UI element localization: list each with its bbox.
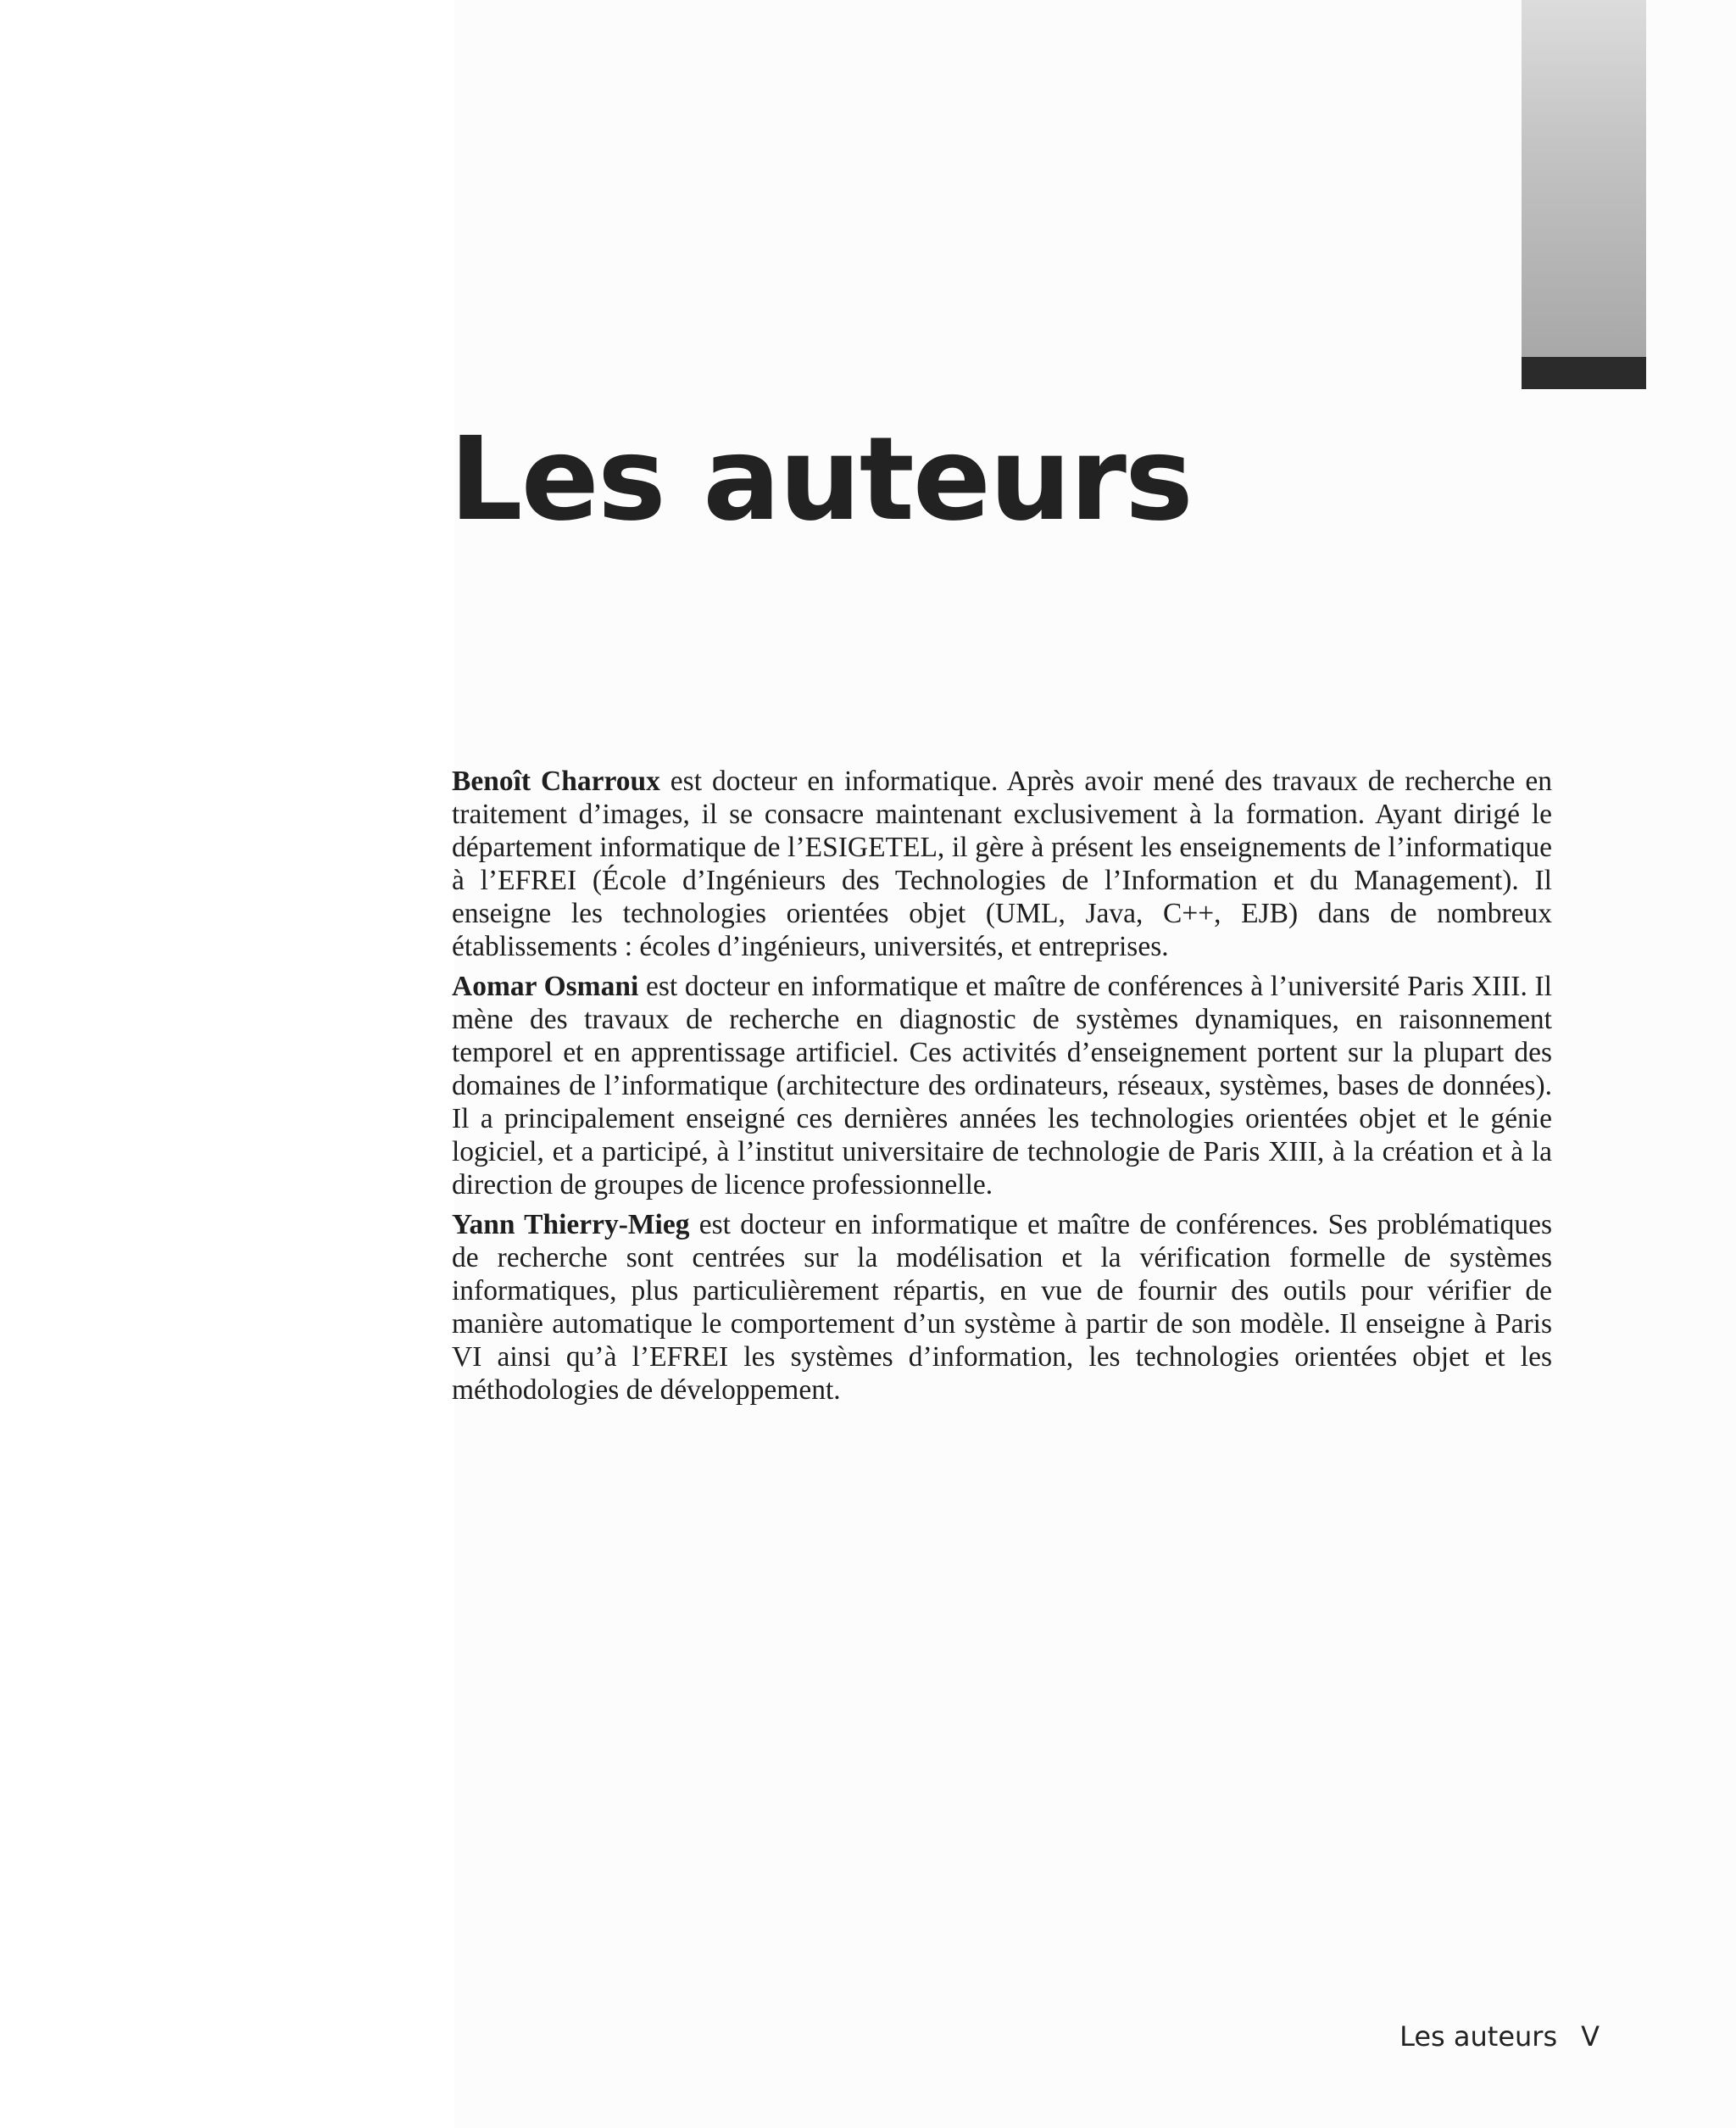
- page-footer: [1399, 2020, 1600, 2053]
- chapter-title: Les auteurs: [449, 413, 1192, 547]
- author-bio-text: est docteur en informatique et maître de conférences à l’université Paris XIII. Il mène des travaux de recherche en diagnostic de systèmes dynamiques, en raisonnement temporel et en apprentissage artificiel. Ces activités d’enseignement portent sur la plupart des domaines de l’informatique (architecture des ordinateurs, réseaux, systèmes, bases de données). Il a principalement enseigné ces dernières années les technologies orientées objet et le génie logiciel, et a participé, à l’institut universitaire de technologie de Paris XIII, à la création et à la direction de groupes de licence professionnelle.: [452, 971, 1552, 1200]
- page-number: V: [1581, 2020, 1600, 2053]
- author-name: Benoît Charroux: [452, 766, 660, 797]
- author-bio-text: est docteur en informatique. Après avoir mené des travaux de recherche en traitement d’images, il se consacre maintenant exclusivement à la formation. Ayant dirigé le département informatique de l’ESIGETEL, il gère à présent les enseignements de l’informatique à l’EFREI (École d’Ingénieurs des Technologies de l’Information et du Management). Il enseigne les technologies orientées objet (UML, Java, C++, EJB) dans de nombreux établissements : écoles d’ingénieurs, universités, et entreprises.: [452, 766, 1552, 962]
- bio-thierry-mieg: [452, 1208, 1552, 1407]
- author-name: Aomar Osmani: [452, 971, 639, 1002]
- running-title: Les auteurs: [1399, 2020, 1558, 2053]
- chapter-tab-bar: [1522, 357, 1646, 389]
- chapter-tab-gradient: [1522, 0, 1646, 357]
- author-bio-text: est docteur en informatique et maître de conférences. Ses problématiques de recherche sont centrées sur la modélisation et la vérification formelle de systèmes informatiques, plus particulièrement répartis, en vue de fournir des outils pour vérifier de manière automatique le comportement d’un système à partir de son modèle. Il enseigne à Paris VI ainsi qu’à l’EFREI les systèmes d’information, les technologies orientées objet et les méthodologies de développement.: [452, 1209, 1552, 1406]
- bio-osmani: [452, 970, 1552, 1201]
- author-bios: [452, 765, 1552, 1413]
- author-name: Yann Thierry-Mieg: [452, 1209, 690, 1240]
- bio-charroux: [452, 765, 1552, 963]
